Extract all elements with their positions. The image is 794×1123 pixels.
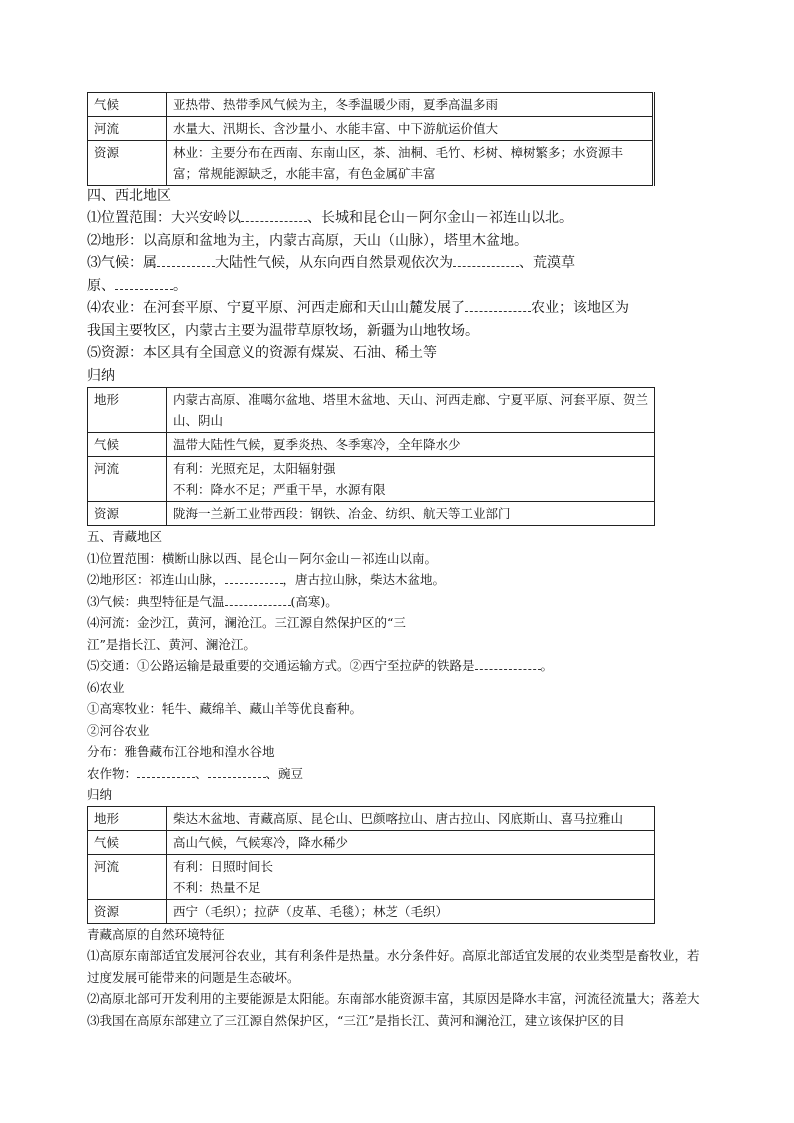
table-south-summary bbox=[87, 92, 655, 186]
table-key-cell: 气候 bbox=[88, 93, 167, 117]
text: 、 bbox=[195, 765, 208, 781]
paragraph bbox=[87, 252, 711, 297]
summary-label: 归纳 bbox=[87, 367, 115, 384]
text: 、豌豆 bbox=[265, 765, 304, 781]
table-qingzang-summary bbox=[87, 806, 655, 924]
table-row bbox=[88, 899, 655, 923]
paragraph: ②河谷农业 bbox=[87, 722, 150, 738]
table-value-cell: 内蒙古高原、准噶尔盆地、塔里木盆地、天山、河西走廊、宁夏平原、河套平原、贺兰山、阴山 bbox=[167, 388, 655, 433]
table-row bbox=[88, 433, 655, 457]
text: 江”是指长江、黄河、澜沧江。 bbox=[87, 636, 256, 652]
table-key-cell: 资源 bbox=[88, 141, 167, 186]
fill-blank bbox=[157, 254, 215, 267]
table-value-cell: 高山气候，气候寒冷，降水稀少 bbox=[167, 830, 655, 854]
text: ⑶气候：典型特征是气温 bbox=[87, 593, 225, 609]
table-key-cell: 地形 bbox=[88, 806, 167, 830]
table-key-cell: 资源 bbox=[88, 502, 167, 526]
document-page bbox=[87, 92, 711, 1031]
table-value-cell: 亚热带、热带季风气候为主，冬季温暖少雨，夏季高温多雨 bbox=[167, 93, 654, 117]
fill-blank bbox=[137, 765, 195, 778]
paragraph: 分布：雅鲁藏布江谷地和湟水谷地 bbox=[87, 744, 275, 759]
table-value-cell bbox=[167, 457, 655, 502]
text: ⑵地形区：祁连山山脉， bbox=[87, 572, 225, 587]
text: ，唐古拉山脉，柴达木盆地。 bbox=[282, 572, 446, 587]
text: 农业；该地区为 bbox=[531, 300, 629, 316]
cell-line: 不利：热量不足 bbox=[173, 879, 261, 895]
section-heading-northwest: 四、西北地区 bbox=[87, 188, 171, 204]
fill-blank bbox=[453, 254, 519, 267]
paragraph: ⑹农业 bbox=[87, 679, 125, 695]
fill-blank bbox=[208, 765, 266, 778]
summary-label: 归纳 bbox=[87, 787, 113, 802]
paragraph: ⑵高原北部可开发利用的主要能源是太阳能。东南部水能资源丰富，其原因是降水丰富，河流径流量大；落差大 bbox=[87, 991, 700, 1006]
paragraph bbox=[87, 655, 711, 677]
paragraph bbox=[87, 207, 711, 230]
text: ⑴位置范围：大兴安岭以 bbox=[87, 210, 241, 226]
table-row bbox=[88, 830, 655, 854]
paragraph: ⑴位置范围：横断山脉以西、昆仑山－阿尔金山－祁连山以南。 bbox=[87, 550, 438, 566]
table-row bbox=[88, 93, 654, 117]
table-row bbox=[88, 502, 655, 526]
table-row bbox=[88, 117, 654, 141]
table-row bbox=[88, 806, 655, 830]
text: 。 bbox=[173, 277, 187, 294]
table-value-cell: 陇海一兰新工业带西段：钢铁、冶金、纺织、航天等工业部门 bbox=[167, 502, 655, 526]
text: 大陆性气候，从东向西自然景观依次为 bbox=[215, 255, 453, 271]
paragraph: ⑵地形：以高原和盆地为主，内蒙古高原，天山（山脉），塔里木盆地。 bbox=[87, 232, 528, 249]
table-northwest-summary bbox=[87, 387, 655, 526]
table-key-cell: 气候 bbox=[88, 433, 167, 457]
text: 原、 bbox=[87, 277, 115, 294]
table-row bbox=[88, 388, 655, 433]
cell-line: 有利：光照充足，太阳辐射强 bbox=[173, 461, 336, 476]
fill-blank bbox=[225, 593, 291, 606]
text: 。 bbox=[540, 658, 554, 673]
paragraph bbox=[87, 763, 711, 785]
table-key-cell: 资源 bbox=[88, 899, 167, 923]
text: ⑸交通：①公路运输是最重要的交通运输方式。②西宁至拉萨的铁路是 bbox=[87, 658, 475, 673]
table-key-cell: 地形 bbox=[88, 388, 167, 433]
table-row bbox=[88, 141, 654, 186]
text: 、荒漠草 bbox=[519, 255, 575, 271]
paragraph: ⑸资源：本区具有全国意义的资源有煤炭、石油、稀土等 bbox=[87, 345, 437, 361]
table-row bbox=[88, 457, 655, 502]
section-title-plateau: 青藏高原的自然环境特征 bbox=[87, 926, 225, 942]
table-value-cell: 水量大、汛期长、含沙量小、水能丰富、中下游航运价值大 bbox=[167, 117, 654, 141]
paragraph bbox=[87, 591, 711, 613]
table-value-cell bbox=[167, 854, 655, 899]
table-value-cell: 柴达木盆地、青藏高原、昆仑山、巴颜喀拉山、唐古拉山、冈底斯山、喜马拉雅山 bbox=[167, 806, 655, 830]
table-key-cell: 河流 bbox=[88, 457, 167, 502]
fill-blank bbox=[241, 209, 307, 222]
table-value-cell: 林业：主要分布在西南、东南山区，茶、油桐、毛竹、杉树、樟树繁多；水资源丰富；常规能源缺乏，水能丰富，有色金属矿丰富 bbox=[167, 141, 654, 186]
paragraph: ①高寒牧业：牦牛、藏绵羊、藏山羊等优良畜种。 bbox=[87, 701, 363, 716]
table-value-cell: 温带大陆性气候，夏季炎热、冬季寒冷，全年降水少 bbox=[167, 433, 655, 457]
text: (高寒)。 bbox=[290, 593, 338, 609]
fill-blank bbox=[465, 299, 531, 312]
text: 、长城和昆仑山－阿尔金山－祁连山以北。 bbox=[307, 210, 573, 226]
paragraph bbox=[87, 297, 711, 342]
cell-line: 不利：降水不足；严重干旱，水源有限 bbox=[173, 482, 386, 497]
paragraph: ⑴高原东南部适宜发展河谷农业，其有利条件是热量。水分条件好。高原北部适宜发展的农业类型是畜牧业，若过度发展可能带来的问题是生态破坏。 bbox=[87, 948, 700, 985]
table-key-cell: 河流 bbox=[88, 117, 167, 141]
cell-line: 有利：日照时间长 bbox=[173, 858, 274, 874]
text: ⑷农业：在河套平原、宁夏平原、河西走廊和天山山麓发展了 bbox=[87, 300, 465, 316]
table-key-cell: 气候 bbox=[88, 830, 167, 854]
text: ⑷河流：金沙江，黄河，澜沧江。三江源自然保护区的“三 bbox=[87, 615, 406, 630]
paragraph bbox=[87, 612, 711, 655]
table-key-cell: 河流 bbox=[88, 854, 167, 899]
paragraph bbox=[87, 569, 711, 591]
table-row bbox=[88, 854, 655, 899]
table-value-cell: 西宁（毛织）；拉萨（皮革、毛毯）；林芝（毛织） bbox=[167, 899, 655, 923]
paragraph: ⑶我国在高原东部建立了三江源自然保护区，“三江”是指长江、黄河和澜沧江，建立该保护区的目 bbox=[87, 1012, 625, 1028]
text: 我国主要牧区，内蒙古主要为温带草原牧场，新疆为山地牧场。 bbox=[87, 322, 479, 339]
text: ⑶气候：属 bbox=[87, 255, 157, 271]
section-heading-qingzang: 五、青藏地区 bbox=[87, 529, 163, 544]
text: 农作物： bbox=[87, 765, 138, 781]
fill-blank bbox=[475, 657, 541, 670]
fill-blank bbox=[115, 277, 173, 290]
fill-blank bbox=[225, 571, 283, 584]
